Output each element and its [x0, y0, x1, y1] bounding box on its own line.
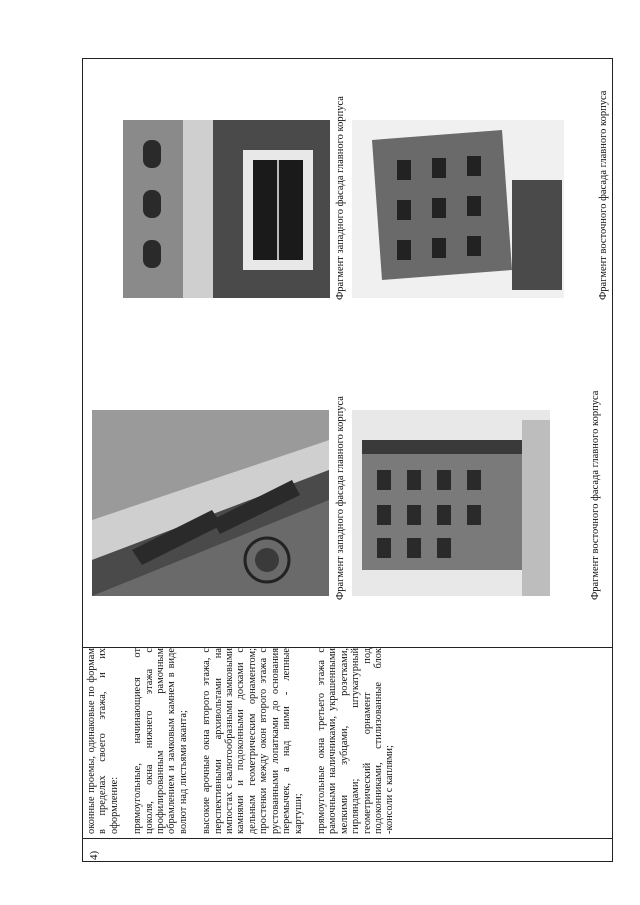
photo-east-facade-2 — [352, 120, 564, 298]
photo-west-facade-2 — [123, 120, 330, 298]
caption-east-2: Фрагмент восточного фасада главного корпуса — [598, 90, 609, 300]
row-divider — [82, 838, 613, 839]
caption-west-1: Фрагмент западного фасада главного корпуса — [335, 396, 346, 600]
row-number-text: 4) — [88, 850, 100, 860]
column-divider — [82, 58, 83, 862]
description-text — [86, 648, 396, 836]
caption-east-1: Фрагмент восточного фасада главного корпуса — [590, 390, 601, 600]
photo-east-facade-2-graphic — [352, 120, 564, 298]
row-number — [88, 851, 100, 860]
paragraph-1: оконные проемы, одинаковые по формам в пределах своего этажа, и их оформление: — [86, 648, 120, 834]
paragraph-2: прямоугольные, начинающиеся от цоколя, окна нижнего этажа с профилированным рамочным обрамлением и замковым камнем в виде волют над листьями аканта; — [132, 648, 189, 834]
photo-east-facade-1 — [352, 410, 550, 596]
photo-east-facade-1-graphic — [352, 410, 550, 596]
paragraph-4: прямоугольные окна третьего этажа с рамочными наличниками, украшенными мелкими зубцами, розетками, гирляндами; штукатурный геометрический орнамент под подоконниками, стилизованные блок -консоли с каплями; — [315, 648, 396, 834]
paragraph-3: высокие арочные окна второго этажа, с перспективными архивольтами на импостах с валютообразными замковыми камнями и подоконными досками с дельным геометрическим орнаментом; простенки между окон второго этажа с рустованными лопатками до основания перемычек, а над ними - лепные картуши; — [201, 648, 304, 834]
photo-west-facade-2-graphic — [123, 120, 330, 298]
caption-west-2: Фрагмент западного фасада главного корпуса — [335, 96, 346, 300]
photo-west-facade-1-graphic — [92, 410, 329, 596]
photo-west-facade-1 — [92, 410, 329, 596]
